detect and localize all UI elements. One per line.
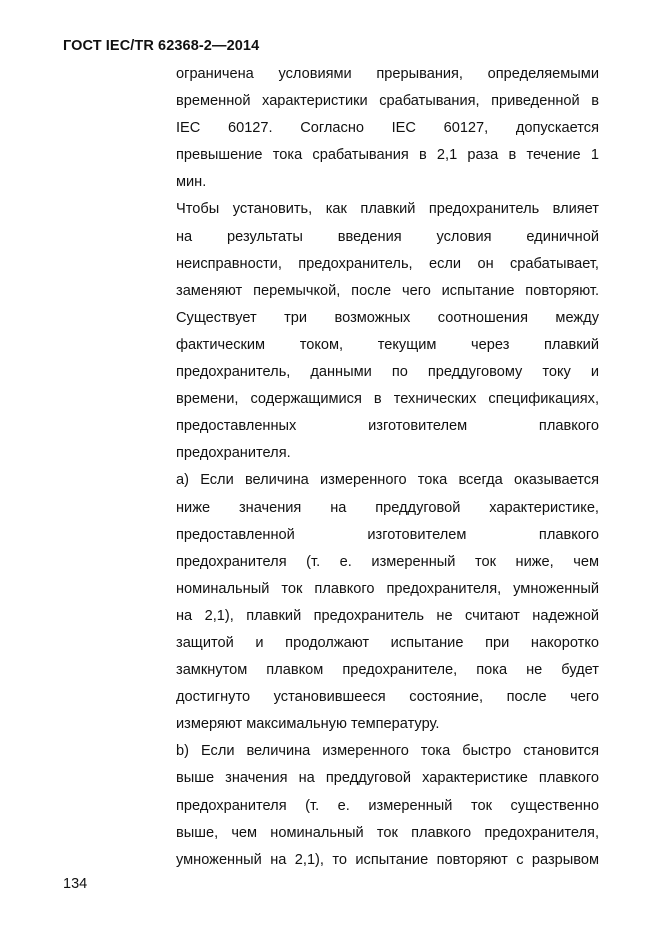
text-line: ограничена условиями прерывания, определяемыми [176,66,599,82]
text-line: ниже значения на преддуговой характеристике, [176,499,599,516]
text-line: мин. [176,174,207,191]
text-line: умноженный на 2,1), то испытание повторяют с разрывом [176,851,599,868]
body-text [176,61,599,874]
text-line: фактическим током, текущим через плавкий [176,336,599,353]
text-line: предохранителя. [176,445,291,462]
text-line: временной характеристики срабатывания, приведенной в [176,93,599,110]
document-header: ГОСТ IEC/TR 62368-2—2014 [63,38,260,54]
page-number: 134 [63,876,88,892]
text-line: на 2,1), плавкий предохранитель не считают надежной [176,607,599,624]
text-line: Существует три возможных соотношения между [176,309,599,326]
text-line: времени, содержащимися в технических спецификациях, [176,391,599,408]
text-line: измеряют максимальную температуру. [176,716,440,733]
text-line: превышение тока срабатывания в 2,1 раза в течение 1 [176,147,599,164]
text-line: предоставленных изготовителем плавкого [176,418,599,435]
text-line: b) Если величина измеренного тока быстро становится [176,743,599,760]
text-line: достигнуто установившееся состояние, после чего [176,689,599,706]
text-line: Чтобы установить, как плавкий предохранитель влияет [176,201,599,218]
text-line: предоставленной изготовителем плавкого [176,526,599,543]
text-line: номинальный ток плавкого предохранителя, умноженный [176,580,599,597]
text-line: на результаты введения условия единичной [176,228,599,245]
text-line: замкнутом плавком предохранителе, пока не будет [176,662,599,679]
text-line: выше значения на преддуговой характеристике плавкого [176,770,599,787]
text-line: предохранителя (т. е. измеренный ток ниже, чем [176,553,599,570]
text-line: неисправности, предохранитель, если он срабатывает, [176,255,599,272]
text-line: IEC 60127. Согласно IEC 60127, допускается [176,120,599,137]
text-line: защитой и продолжают испытание при накоротко [176,634,599,651]
text-line: а) Если величина измеренного тока всегда оказывается [176,472,599,489]
text-line: предохранитель, данными по преддуговому току и [176,364,599,381]
text-line: предохранителя (т. е. измеренный ток существенно [176,797,599,814]
text-line: выше, чем номинальный ток плавкого предохранителя, [176,824,599,841]
text-line: заменяют перемычкой, после чего испытание повторяют. [176,282,599,299]
